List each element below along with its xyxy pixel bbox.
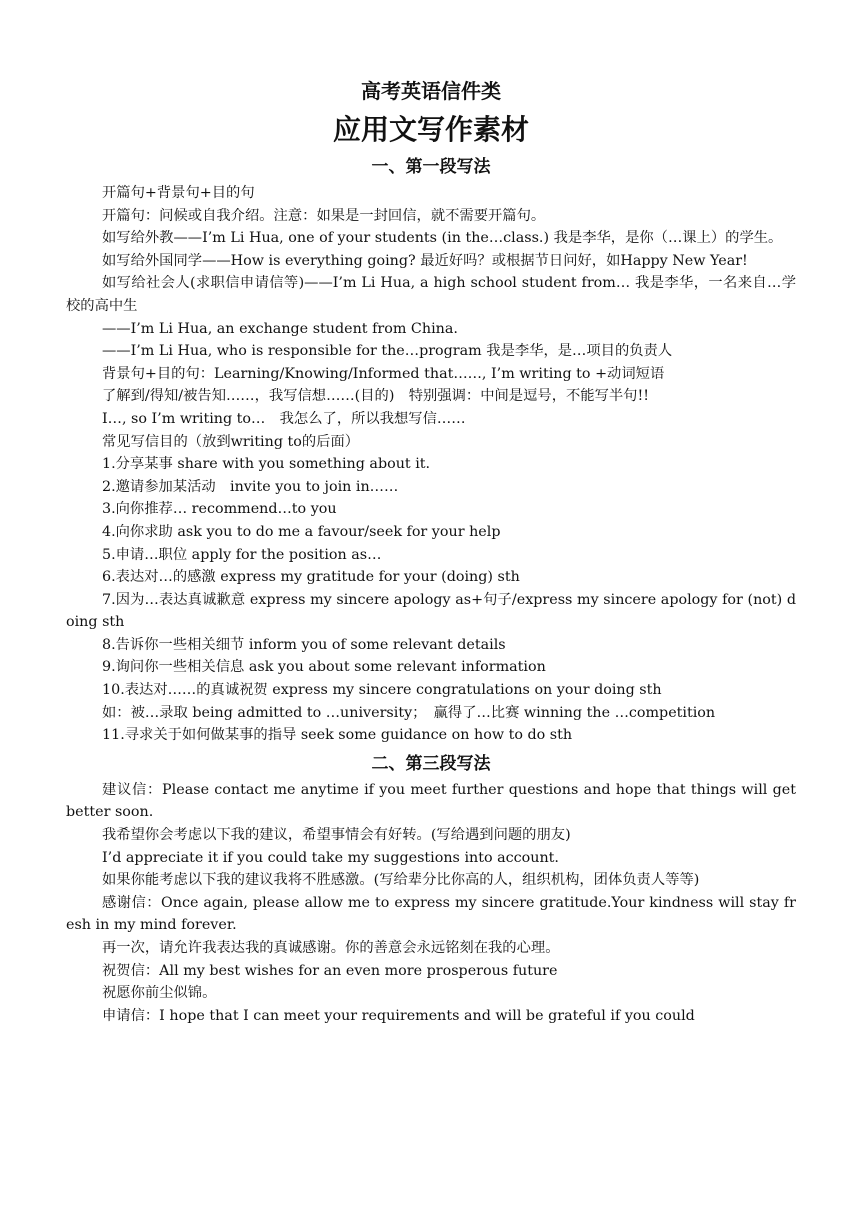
section1-line: 如写给外教——I’m Li Hua, one of your students (in the…class.) 我是李华，是你（…课上）的学生。 <box>102 230 783 247</box>
section1-body <box>66 182 796 747</box>
section1-line: 开篇句：问候或自我介绍。注意：如果是一封回信，就不需要开篇句。 <box>102 207 546 224</box>
purpose-item-6: 6.表达对…的感激 express my gratitude for your (doing) sth <box>102 569 520 586</box>
section2-line: 建议信：Please contact me anytime if you meet further questions and hope that things will get better soon. <box>66 781 796 821</box>
document-title-line1: 高考英语信件类 <box>361 79 501 103</box>
section1-line: 常见写信目的（放到writing to的后面） <box>102 433 360 450</box>
section1-line: ——I’m Li Hua, an exchange student from China. <box>102 320 458 337</box>
purpose-item-4: 4.向你求助 ask you to do me a favour/seek for your help <box>102 523 501 540</box>
section1-line: ——I’m Li Hua, who is responsible for the…program 我是李华，是…项目的负责人 <box>102 343 673 360</box>
section1-line: 如写给社会人(求职信申请信等)——I’m Li Hua, a high school student from… 我是李华，一名来自…学校的高中生 <box>66 275 796 314</box>
section2-line: 申请信：I hope that I can meet your requirements and will be grateful if you could <box>102 1007 695 1024</box>
purpose-item-2: 2.邀请参加某活动 invite you to join in…… <box>102 478 399 495</box>
purpose-item-1: 1.分享某事 share with you something about it. <box>102 456 431 473</box>
section1-line: 了解到/得知/被告知……，我写信想……(目的) 特别强调：中间是逗号，不能写半句!! <box>102 388 649 405</box>
section1-line: I…, so I’m writing to… 我怎么了，所以我想写信…… <box>102 410 466 427</box>
section2-body <box>66 779 796 1028</box>
section2-line: 祝愿你前尘似锦。 <box>102 985 217 1002</box>
section2-line: 祝贺信：All my best wishes for an even more prosperous future <box>102 962 558 979</box>
purpose-item-10-example: 如：被…录取 being admitted to …university； 赢得了…比赛 winning the …competition <box>102 704 716 721</box>
purpose-item-10: 10.表达对……的真诚祝贺 express my sincere congratulations on your doing sth <box>102 682 662 699</box>
purpose-item-3: 3.向你推荐… recommend…to you <box>102 501 337 518</box>
purpose-item-5: 5.申请…职位 apply for the position as… <box>102 546 382 563</box>
purpose-item-11: 11.寻求关于如何做某事的指导 seek some guidance on how to do sth <box>102 727 573 744</box>
section2-line: 感谢信：Once again, please allow me to express my sincere gratitude.Your kindness will stay fresh in my mind forever. <box>66 894 796 934</box>
purpose-item-8: 8.告诉你一些相关细节 inform you of some relevant details <box>102 636 506 653</box>
section1-line: 开篇句+背景句+目的句 <box>102 185 255 201</box>
section2-heading: 二、第三段写法 <box>371 753 491 774</box>
section1-line: 如写给外国同学——How is everything going? 最近好吗？或根据节日问好，如Happy New Year! <box>102 252 748 269</box>
section2-line: 如果你能考虑以下我的建议我将不胜感激。(写给辈分比你高的人，组织机构，团体负责人等等) <box>102 872 700 889</box>
section2-line: 再一次，请允许我表达我的真诚感谢。你的善意会永远铭刻在我的心理。 <box>102 940 560 956</box>
purpose-item-7: 7.因为…表达真诚歉意 express my sincere apology as+句子/express my sincere apology for (not) doing sth <box>66 591 796 631</box>
section1-heading: 一、第一段写法 <box>371 157 491 177</box>
document-title-line2: 应用文写作素材 <box>332 113 529 146</box>
section2-line: 我希望你会考虑以下我的建议，希望事情会有好转。(写给遇到问题的朋友) <box>102 827 571 844</box>
section1-line: 背景句+目的句：Learning/Knowing/Informed that……, I’m writing to +动词短语 <box>102 365 665 382</box>
section2-line: I’d appreciate it if you could take my suggestions into account. <box>102 849 559 866</box>
purpose-item-9: 9.询问你一些相关信息 ask you about some relevant information <box>102 659 546 676</box>
